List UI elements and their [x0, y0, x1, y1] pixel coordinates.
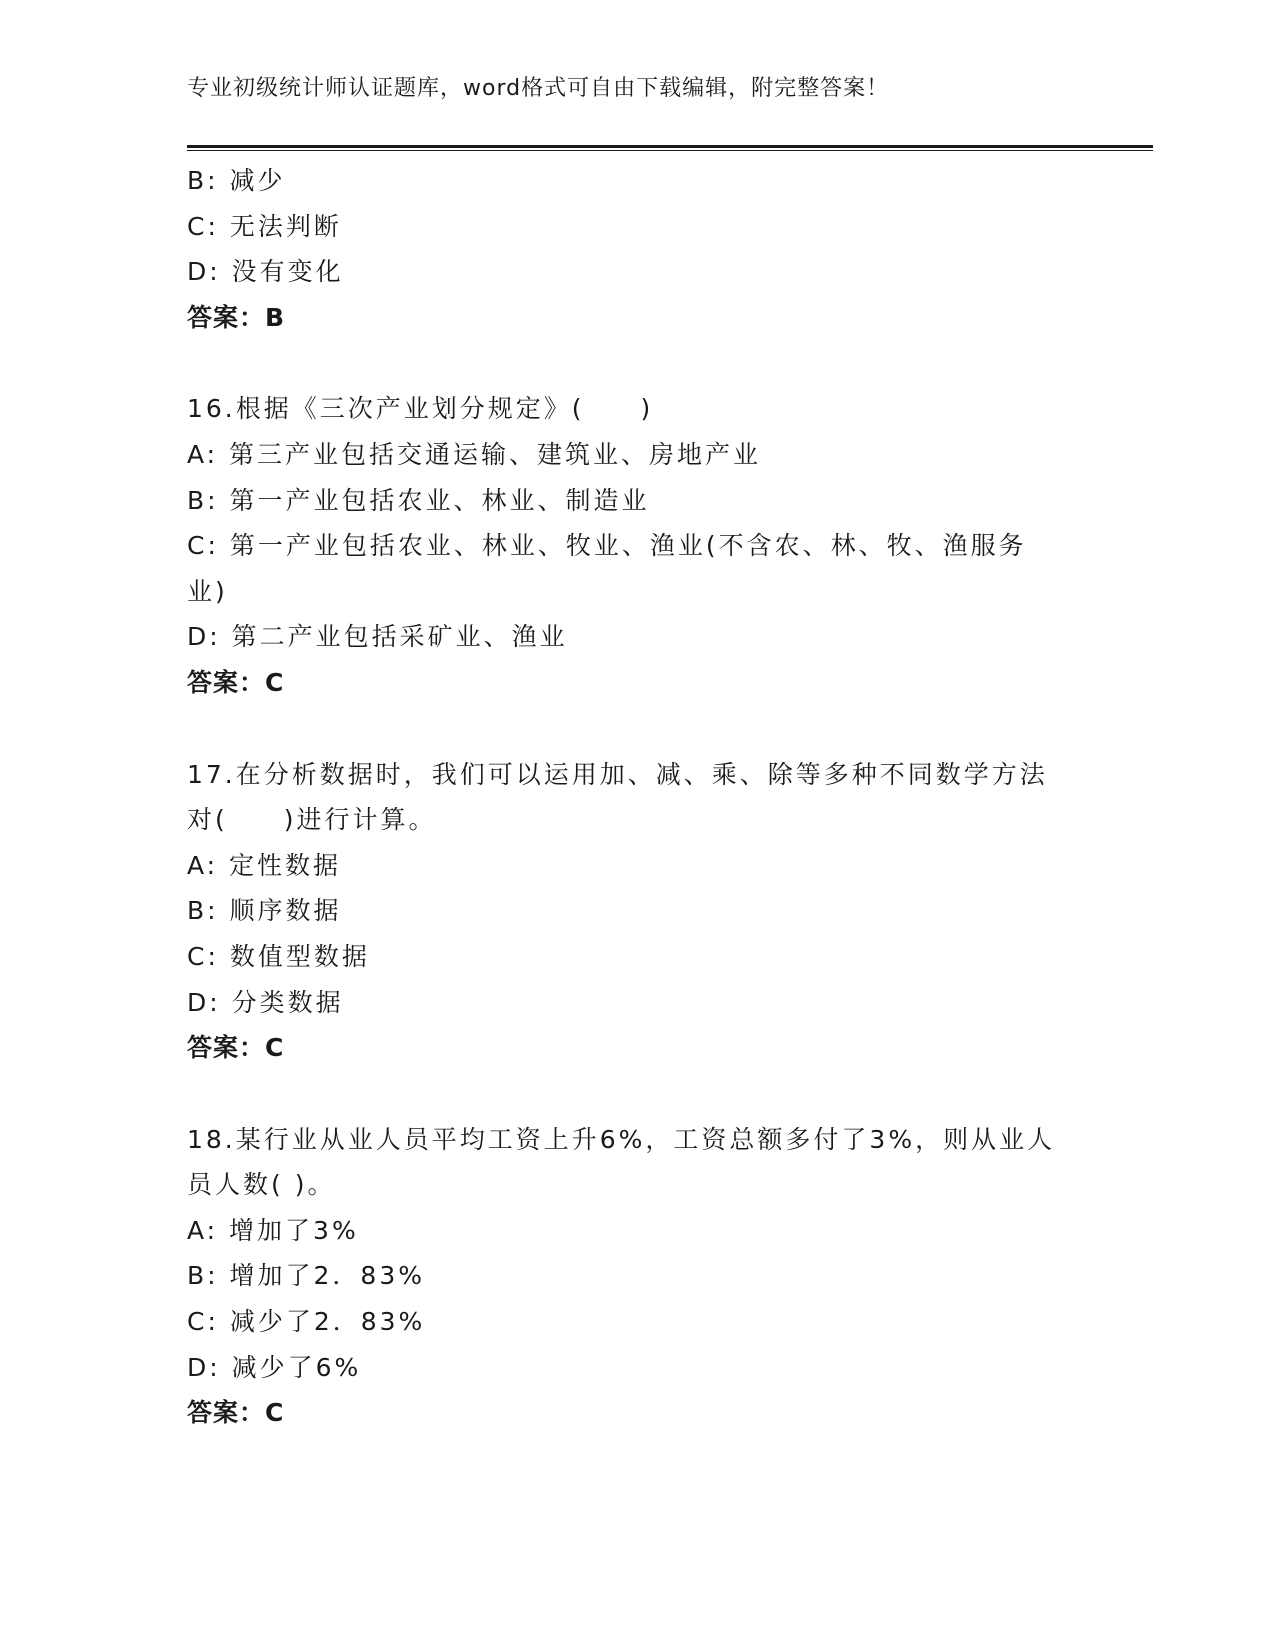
- question-17: [187, 752, 1087, 1071]
- option-a: A: 第三产业包括交通运输、建筑业、房地产业: [187, 439, 762, 469]
- answer: 答案：C: [187, 667, 285, 697]
- question-stem-continued: 员人数( )。: [187, 1170, 336, 1200]
- question-stem: 17.在分析数据时，我们可以运用加、减、乘、除等多种不同数学方法: [187, 759, 1048, 789]
- option-c: C: 第一产业包括农业、林业、牧业、渔业(不含农、林、牧、渔服务: [187, 531, 1027, 561]
- question-stem: 18.某行业从业人员平均工资上升6%，工资总额多付了3%，则从业人: [187, 1124, 1056, 1154]
- question-15-continued: [187, 158, 1087, 340]
- option-a: A: 定性数据: [187, 850, 342, 880]
- option-d: D: 没有变化: [187, 257, 344, 287]
- header-rule: [187, 145, 1153, 148]
- header-rule-thin: [187, 150, 1153, 151]
- answer: 答案：B: [187, 302, 286, 332]
- document-body: [187, 158, 1087, 1436]
- question-stem-continued: 对( )进行计算。: [187, 805, 437, 835]
- question-18: [187, 1117, 1087, 1436]
- option-d: D: 减少了6%: [187, 1352, 362, 1382]
- answer: 答案：C: [187, 1033, 285, 1063]
- option-b: B: 增加了2．83%: [187, 1261, 425, 1291]
- option-d: D: 第二产业包括采矿业、渔业: [187, 622, 568, 652]
- option-b: B: 第一产业包括农业、林业、制造业: [187, 485, 650, 515]
- option-d: D: 分类数据: [187, 987, 344, 1017]
- option-b: B: 顺序数据: [187, 896, 342, 926]
- answer: 答案：C: [187, 1398, 285, 1428]
- page-header: 专业初级统计师认证题库，word格式可自由下载编辑，附完整答案！: [187, 76, 890, 101]
- option-c: C: 无法判断: [187, 211, 342, 241]
- option-c: C: 减少了2．83%: [187, 1307, 426, 1337]
- option-b: B: 减少: [187, 166, 286, 195]
- option-a: A: 增加了3%: [187, 1215, 359, 1245]
- question-stem: 16.根据《三次产业划分规定》( ): [187, 394, 654, 424]
- question-16: [187, 386, 1087, 705]
- option-c-continued: 业): [187, 576, 228, 606]
- option-c: C: 数值型数据: [187, 941, 370, 971]
